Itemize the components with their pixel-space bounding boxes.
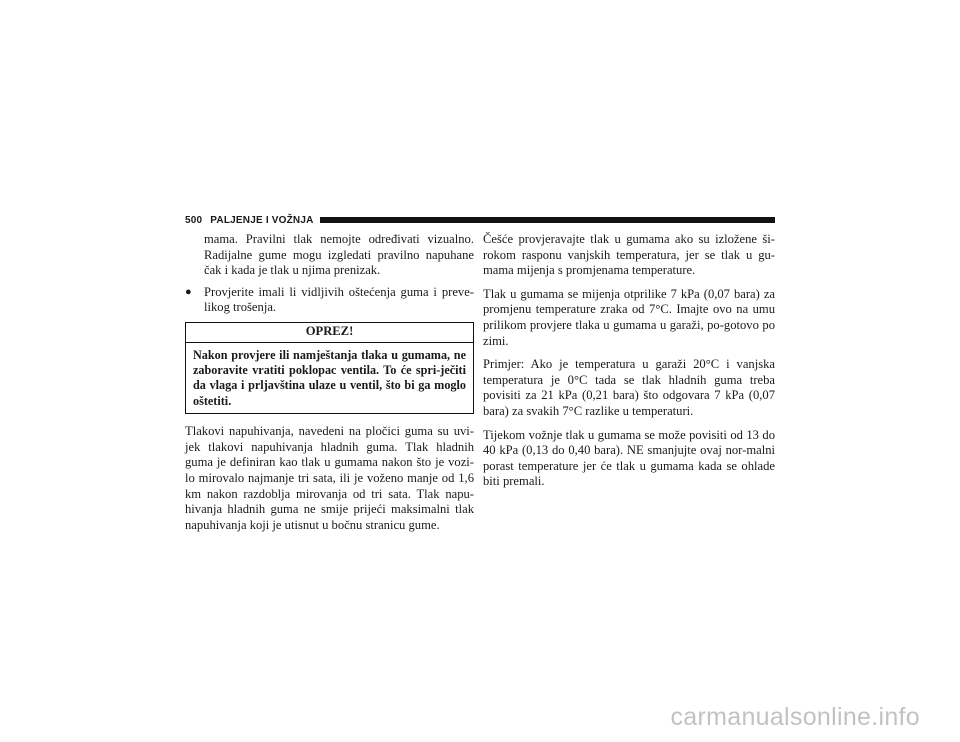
caution-body: Nakon provjere ili namještanja tlaka u gumama, ne zaboravite vratiti poklopac ventila. To će spri-ječiti da vlaga i prljavština ulaze u ventil, što bi ga moglo oštetiti. xyxy=(193,347,466,408)
paragraph-2: Tlak u gumama se mijenja otprilike 7 kPa (0,07 bara) za promjenu temperature zraka od 7°C. Imajte ovo na umu prilikom provjere tlaka u gumama u garaži, po-gotovo po zimi. xyxy=(483,286,775,348)
watermark: carmanualsonline.info xyxy=(670,703,920,731)
right-column xyxy=(483,232,775,498)
continuation-text: mama. Pravilni tlak nemojte određivati vizualno. Radijalne gume mogu izgledati pravilno napuhane čak i kada je tlak u njima prenizak. xyxy=(204,232,474,278)
section-title: PALJENJE I VOŽNJA xyxy=(210,214,314,226)
page-header xyxy=(185,213,775,227)
paragraph-1: Češće provjeravajte tlak u gumama ako su izložene ši-rokom rasponu vanjskih temperatura, jer se tlak u gu-mama mijenja s promjenama temperature. xyxy=(483,232,775,278)
bullet-icon: ● xyxy=(185,285,192,298)
inflation-pressure-paragraph: Tlakovi napuhivanja, navedeni na pločici guma su uvi-jek tlakovi napuhivanja hladnih guma. Tlak hladnih guma je definiran kao tlak u gumama nakon što je vozi-lo mirovalo najmanje tri sata, ili je voženo manje od 1,6 km nakon razdoblja mirovanja od tri sata. Tlak napu-hivanja hladnih guma ne smije prijeći maksimalni tlak napuhivanja koji je utisnut u bočnu stranicu gume. xyxy=(185,424,474,532)
caution-box xyxy=(185,322,474,414)
left-column xyxy=(185,232,474,541)
page-number: 500 xyxy=(185,214,203,226)
paragraph-4: Tijekom vožnje tlak u gumama se može povisiti od 13 do 40 kPa (0,13 do 0,40 bara). NE smanjujte ovaj nor-malni porast temperature jer će tlak u gumama kada se ohlade biti premali. xyxy=(483,427,775,489)
paragraph-3: Primjer: Ako je temperatura u garaži 20°C i vanjska temperatura je 0°C tada se tlak hladnih guma treba povisiti za 21 kPa (0,21 bara) što odgovara 7 kPa (0,07 bara) za svakih 7°C razlike u temperaturi. xyxy=(483,357,775,418)
header-rule xyxy=(320,217,775,223)
caution-title: OPREZ! xyxy=(186,323,473,343)
bullet-text: Provjerite imali li vidljivih oštećenja guma i preve-likog trošenja. xyxy=(204,284,474,315)
bullet-item xyxy=(185,285,474,316)
